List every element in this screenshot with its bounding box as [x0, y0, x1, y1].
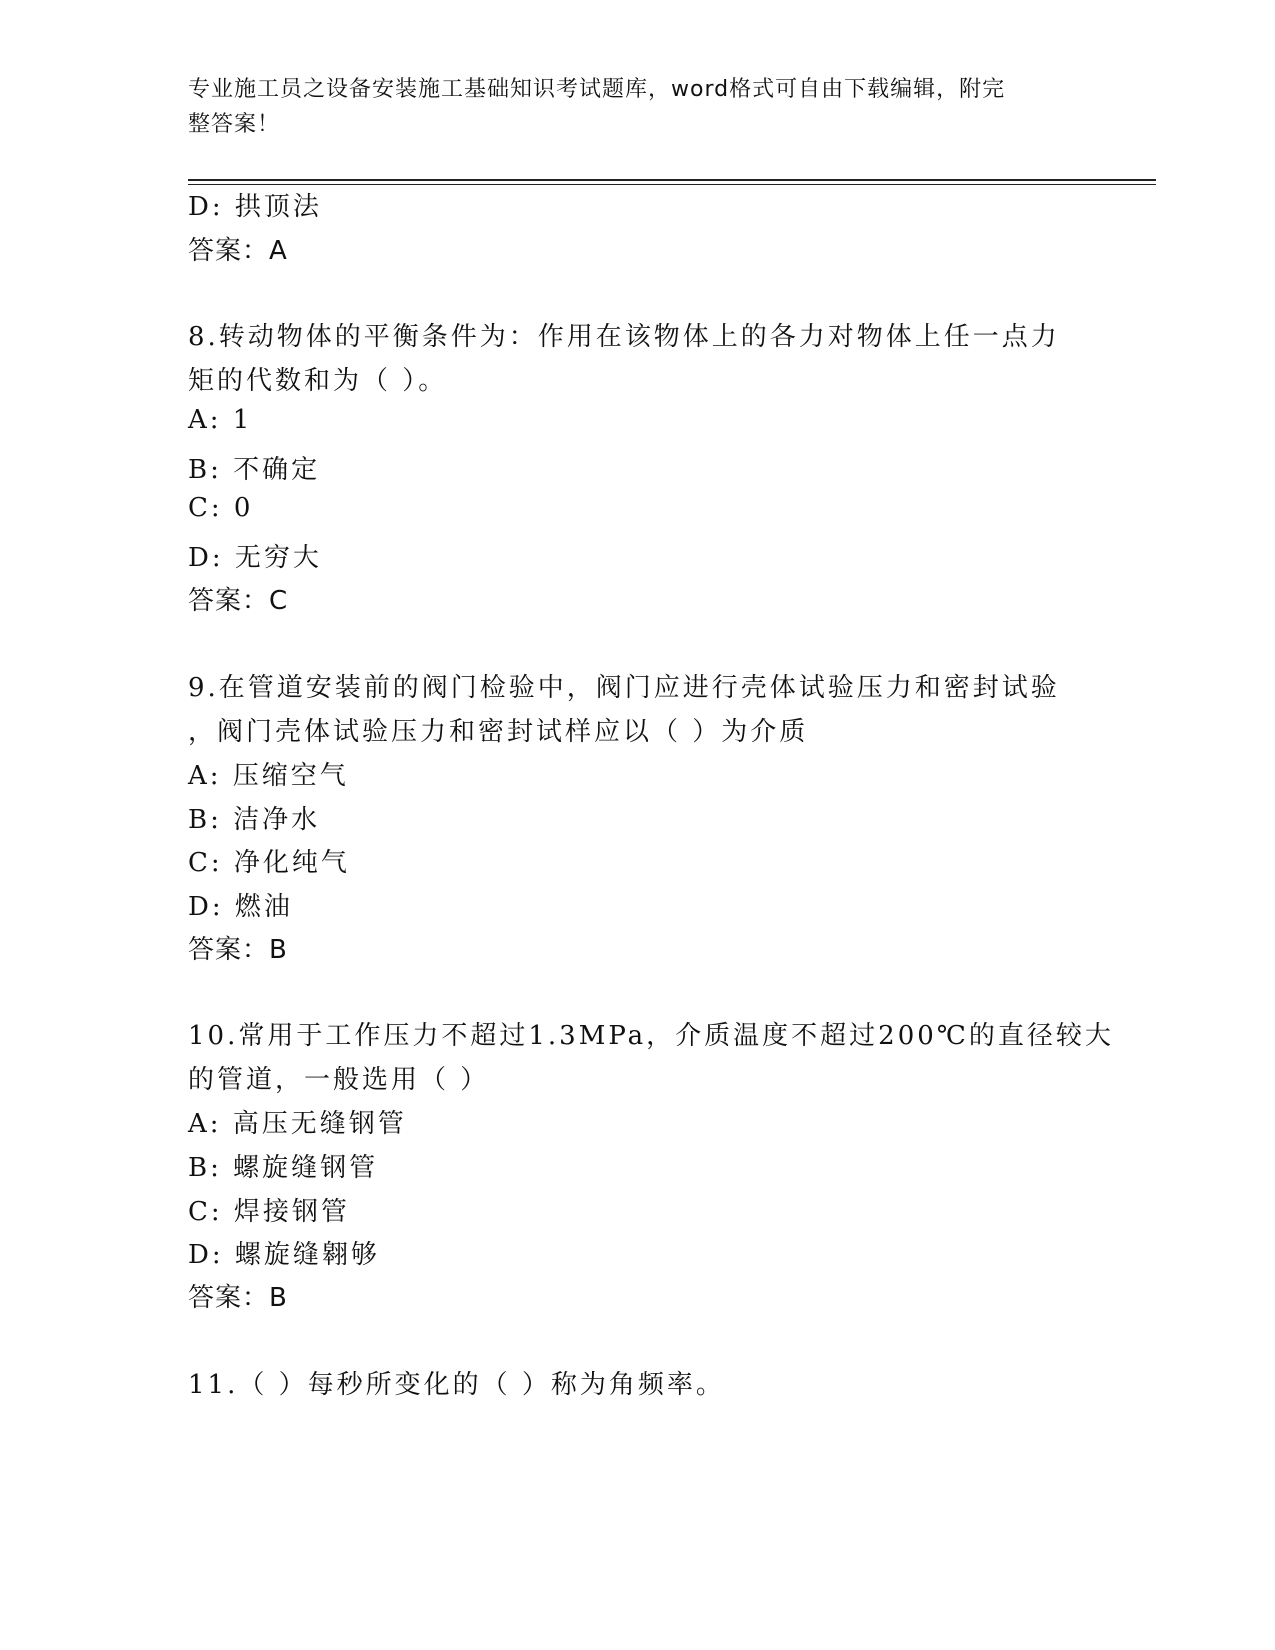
q10-option-a: A: 高压无缝钢管: [188, 1109, 407, 1139]
q8-answer: 答案：C: [188, 586, 289, 616]
q10-option-d: D: 螺旋缝翱够: [188, 1240, 380, 1270]
q11-stem-line-1: 11.（ ）每秒所变化的（ ）称为角频率。: [188, 1370, 725, 1400]
q8-option-c: C: 0: [188, 493, 254, 523]
q10-option-b: B: 螺旋缝钢管: [188, 1153, 379, 1183]
q9-option-b: B: 洁净水: [188, 805, 321, 835]
q9-option-a: A: 压缩空气: [188, 761, 349, 791]
q8-stem-line-2: 矩的代数和为（ ）。: [188, 366, 448, 396]
q9-stem-line-2: ，阀门壳体试验压力和密封试样应以（ ）为介质: [188, 717, 809, 747]
q10-answer: 答案：B: [188, 1283, 288, 1313]
header-divider-thin: [188, 184, 1156, 185]
q10-stem-line-2: 的管道，一般选用（ ）: [188, 1065, 490, 1095]
header-line-2: 整答案！: [188, 112, 281, 137]
header-line-1: 专业施工员之设备安装施工基础知识考试题库，word格式可自由下载编辑，附完: [188, 77, 1006, 102]
q8-option-b: B: 不确定: [188, 455, 321, 485]
document-header: [188, 72, 1068, 142]
q8-option-d: D: 无穷大: [188, 543, 322, 573]
q7-answer: 答案：A: [188, 236, 288, 266]
q8-stem-line-1: 8.转动物体的平衡条件为：作用在该物体上的各力对物体上任一点力: [188, 322, 1060, 352]
q9-option-d: D: 燃油: [188, 892, 293, 922]
q8-option-a: A: 1: [188, 405, 253, 435]
q10-stem-line-1: 10.常用于工作压力不超过1.3MPa，介质温度不超过200℃的直径较大: [188, 1021, 1114, 1051]
q7-option-d: D: 拱顶法: [188, 192, 322, 222]
q9-answer: 答案：B: [188, 935, 288, 965]
header-divider-thick: [188, 179, 1156, 181]
q9-option-c: C: 净化纯气: [188, 848, 350, 878]
q9-stem-line-1: 9.在管道安装前的阀门检验中，阀门应进行壳体试验压力和密封试验: [188, 673, 1060, 703]
q10-option-c: C: 焊接钢管: [188, 1197, 350, 1227]
